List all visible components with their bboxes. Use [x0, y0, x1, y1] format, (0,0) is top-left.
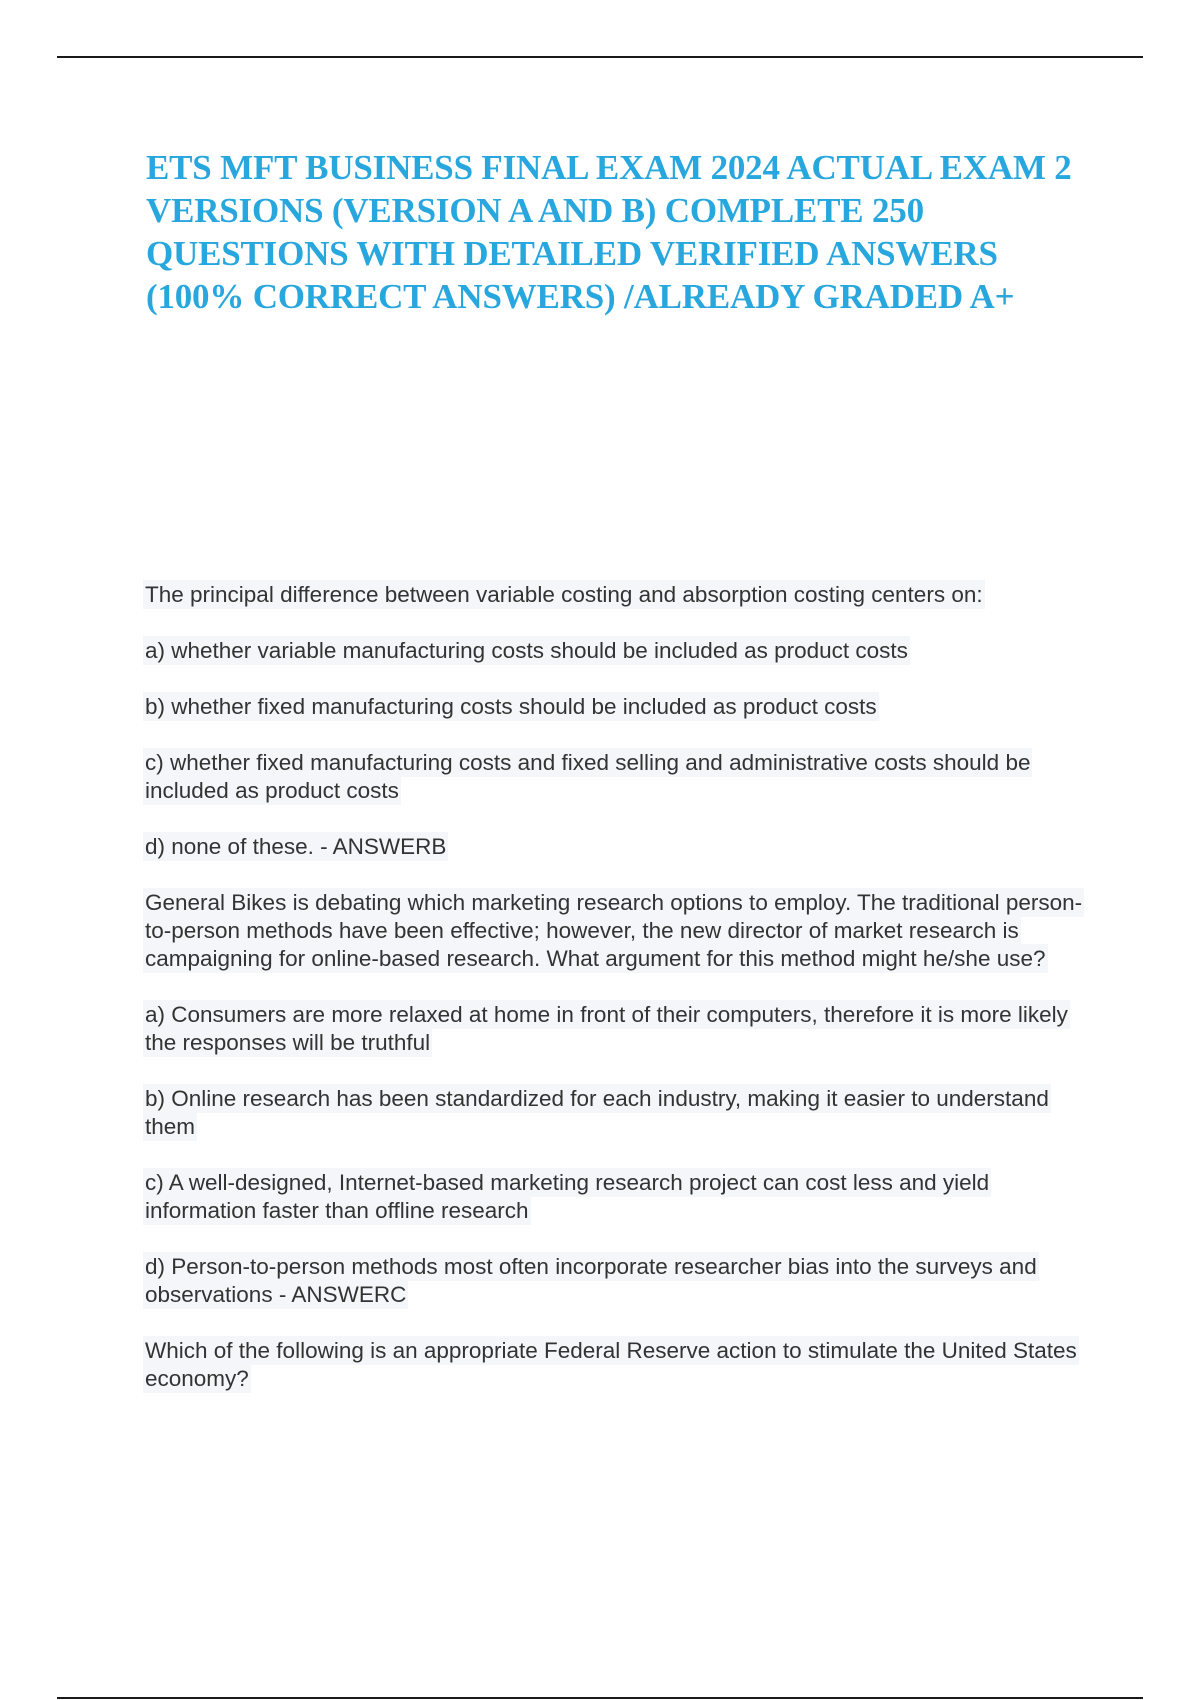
- question-2-option-b: b) Online research has been standardized for each industry, making it easier to understand them: [145, 1086, 1049, 1139]
- question-2-text: General Bikes is debating which marketing research options to employ. The traditional person-to-person methods have been effective; however, the new director of market research is campaigning for online-based research. What argument for this method might he/she use?: [145, 890, 1083, 971]
- bottom-divider: [57, 1697, 1143, 1699]
- question-3-text: Which of the following is an appropriate Federal Reserve action to stimulate the United States economy?: [145, 1338, 1077, 1391]
- question-2-option-c: c) A well-designed, Internet-based marketing research project can cost less and yield information faster than offline research: [145, 1170, 990, 1223]
- top-divider: [57, 56, 1143, 58]
- question-1-option-c: c) whether fixed manufacturing costs and fixed selling and administrative costs should be included as product costs: [145, 750, 1031, 803]
- document-body: [145, 581, 1090, 1421]
- question-2-option-a: a) Consumers are more relaxed at home in front of their computers, therefore it is more likely the responses will be truthful: [145, 1002, 1068, 1055]
- question-1-text: The principal difference between variable costing and absorption costing centers on:: [145, 582, 983, 607]
- question-1-option-b: b) whether fixed manufacturing costs should be included as product costs: [145, 694, 877, 719]
- question-1-option-d-answer: d) none of these. - ANSWERB: [145, 834, 447, 859]
- document-title: ETS MFT BUSINESS FINAL EXAM 2024 ACTUAL EXAM 2 VERSIONS (VERSION A AND B) COMPLETE 250 QUESTIONS WITH DETAILED VERIFIED ANSWERS (100% CORRECT ANSWERS) /ALREADY GRADED A+: [146, 148, 1072, 316]
- question-2-option-d-answer: d) Person-to-person methods most often incorporate researcher bias into the surveys and observations - ANSWERC: [145, 1254, 1037, 1307]
- question-1-option-a: a) whether variable manufacturing costs should be included as product costs: [145, 638, 908, 663]
